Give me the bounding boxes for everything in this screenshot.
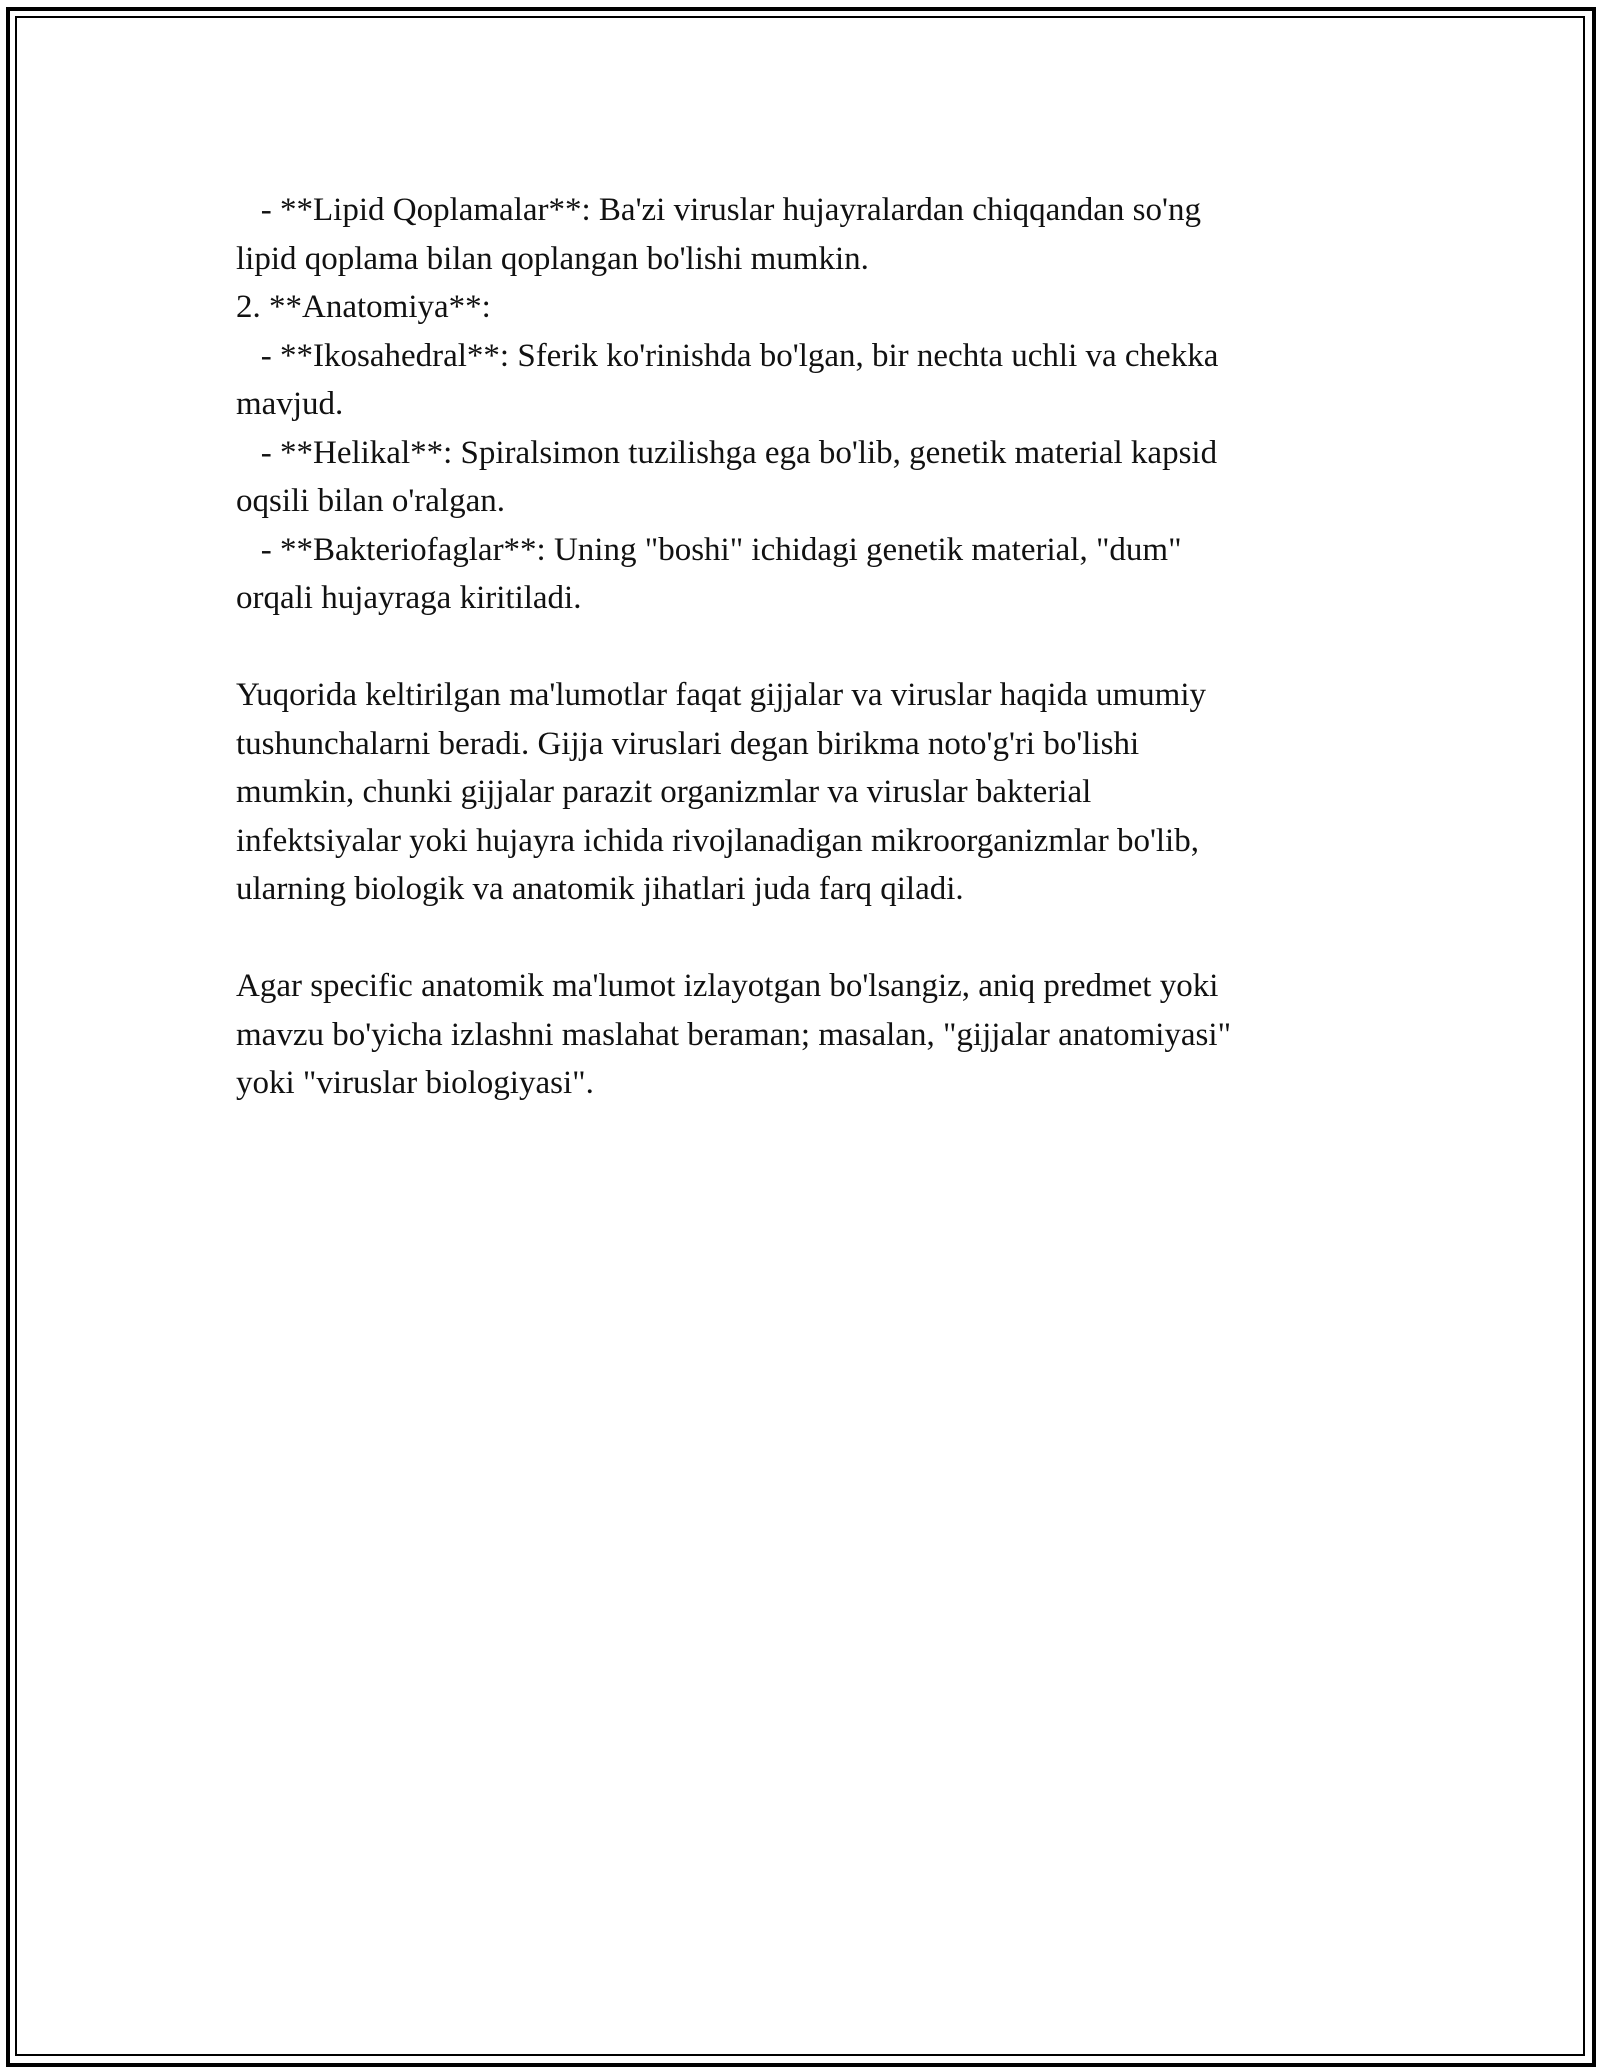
text-line: Yuqorida keltirilgan ma'lumotlar faqat gijjalar va viruslar haqida umumiy <box>236 677 1207 713</box>
text-line: ularning biologik va anatomik jihatlari juda farq qiladi. <box>236 871 964 907</box>
text-line: mumkin, chunki gijjalar parazit organizmlar va viruslar bakterial <box>236 774 1092 810</box>
text-line: - **Bakteriofaglar**: Uning "boshi" ichidagi genetik material, "dum" <box>236 531 1182 568</box>
text-line: yoki "viruslar biologiyasi". <box>236 1065 594 1101</box>
text-line: 2. **Anatomiya**: <box>236 289 491 325</box>
document-body <box>236 186 1366 1108</box>
paragraph-gap <box>236 914 1366 963</box>
text-line: - **Helikal**: Spiralsimon tuzilishga ega bo'lib, genetik material kapsid <box>236 434 1218 471</box>
text-line: oqsili bilan o'ralgan. <box>236 483 505 519</box>
text-line: mavzu bo'yicha izlashni maslahat beraman; masalan, "gijjalar anatomiyasi" <box>236 1016 1232 1053</box>
text-line: infektsiyalar yoki hujayra ichida rivojlanadigan mikroorganizmlar bo'lib, <box>236 822 1199 859</box>
text-line: - **Lipid Qoplamalar**: Ba'zi viruslar hujayralardan chiqqandan so'ng <box>236 192 1201 228</box>
text-line: Agar specific anatomik ma'lumot izlayotgan bo'lsangiz, aniq predmet yoki <box>236 968 1219 1004</box>
text-line: orqali hujayraga kiritiladi. <box>236 580 582 616</box>
text-line: lipid qoplama bilan qoplangan bo'lishi mumkin. <box>236 240 869 277</box>
text-line: mavjud. <box>236 386 344 422</box>
text-line: tushunchalarni beradi. Gijja viruslari degan birikma noto'g'ri bo'lishi <box>236 725 1140 762</box>
paragraph-gap <box>236 623 1366 672</box>
text-line: - **Ikosahedral**: Sferik ko'rinishda bo'lgan, bir nechta uchli va chekka <box>236 337 1219 374</box>
